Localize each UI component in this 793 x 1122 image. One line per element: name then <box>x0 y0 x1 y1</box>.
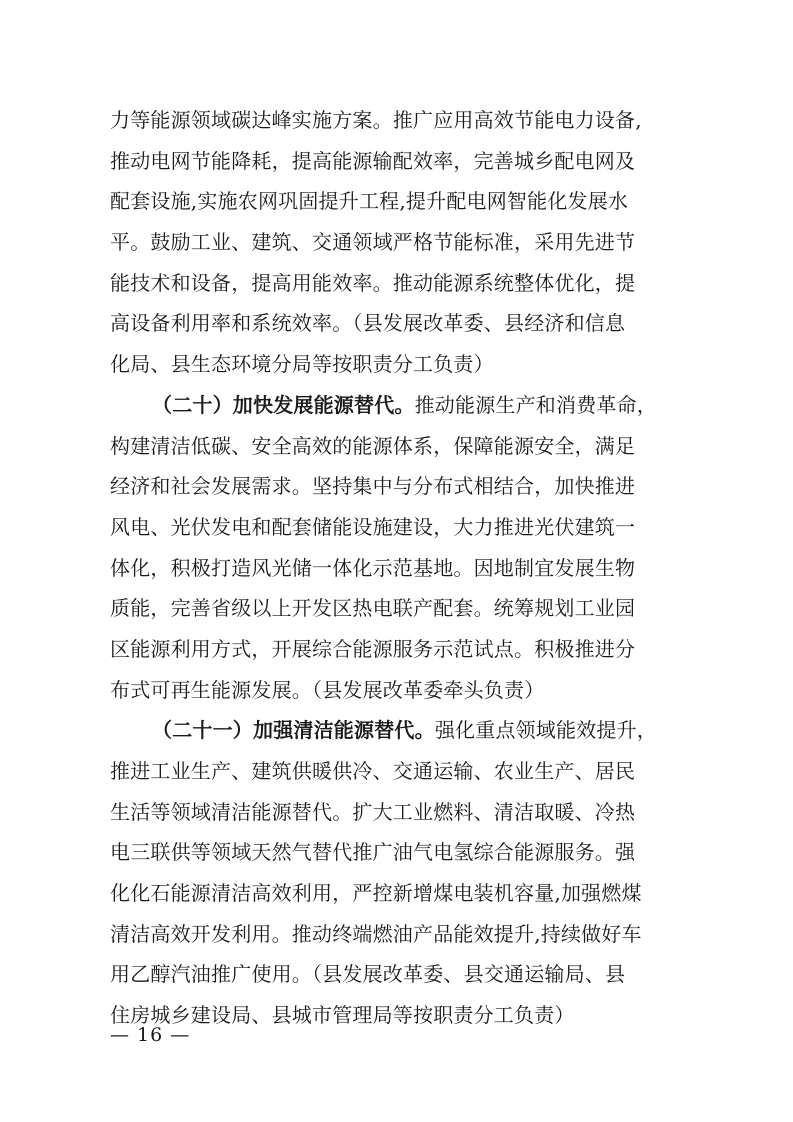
text-line: 配套设施,实施农网巩固提升工程,提升配电网智能化发展水 <box>110 189 629 214</box>
text-line: 推动电网节能降耗，提高能源输配效率，完善城乡配电网及 <box>110 148 636 173</box>
page-number: — 16 — <box>110 1024 191 1046</box>
section-20-paragraph <box>110 385 690 711</box>
section-21-paragraph <box>110 710 690 1036</box>
text-line: 生活等领域清洁能源替代。扩大工业燃料、清洁取暖、冷热 <box>110 799 636 824</box>
text-line: 经济和社会发展需求。坚持集中与分布式相结合，加快推进 <box>110 474 636 499</box>
text-line: 用乙醇汽油推广使用。（县发展改革委、县交通运输局、县 <box>110 962 626 987</box>
section-21-intro: 强化重点领域能效提升， <box>434 718 658 743</box>
section-first-line <box>110 385 690 426</box>
section-20-intro: 推动能源生产和消费革命， <box>414 392 658 417</box>
text-line: 质能，完善省级以上开发区热电联产配套。统筹规划工业园 <box>110 596 636 621</box>
text-line: 能技术和设备，提高用能效率。推动能源系统整体优化，提 <box>110 270 636 295</box>
paragraph-continuation <box>110 100 690 385</box>
text-line: 构建清洁低碳、安全高效的能源体系，保障能源安全，满足 <box>110 433 636 458</box>
section-21-heading: （二十一）加强清洁能源替代。 <box>152 718 435 743</box>
text-line: 布式可再生能源发展。（县发展改革委牵头负责） <box>110 677 545 702</box>
section-20-heading: （二十）加快发展能源替代。 <box>152 392 415 417</box>
text-line: 区能源利用方式，开展综合能源服务示范试点。积极推进分 <box>110 636 636 661</box>
text-line: 力等能源领域碳达峰实施方案。推广应用高效节能电力设备, <box>110 108 642 132</box>
text-line: 平。鼓励工业、建筑、交通领域严格节能标准，采用先进节 <box>110 230 636 255</box>
text-line: 化化石能源清洁高效利用，严控新增煤电装机容量,加强燃煤 <box>110 881 642 906</box>
body-text <box>110 100 690 1036</box>
section-first-line <box>110 710 690 751</box>
text-line: 风电、光伏发电和配套储能设施建设，大力推进光伏建筑一 <box>110 514 636 539</box>
text-line: 住房城乡建设局、县城市管理局等按职责分工负责） <box>110 1003 575 1028</box>
text-line: 高设备利用率和系统效率。（县发展改革委、县经济和信息 <box>110 311 626 336</box>
text-line: 清洁高效开发利用。推动终端燃油产品能效提升,持续做好车 <box>110 921 642 946</box>
text-line: 推进工业生产、建筑供暖供冷、交通运输、农业生产、居民 <box>110 759 636 783</box>
text-line: 电三联供等领域天然气替代推广油气电氢综合能源服务。强 <box>110 840 636 865</box>
text-line: 体化，积极打造风光储一体化示范基地。因地制宜发展生物 <box>110 555 636 580</box>
text-line: 化局、县生态环境分局等按职责分工负责） <box>110 352 494 377</box>
